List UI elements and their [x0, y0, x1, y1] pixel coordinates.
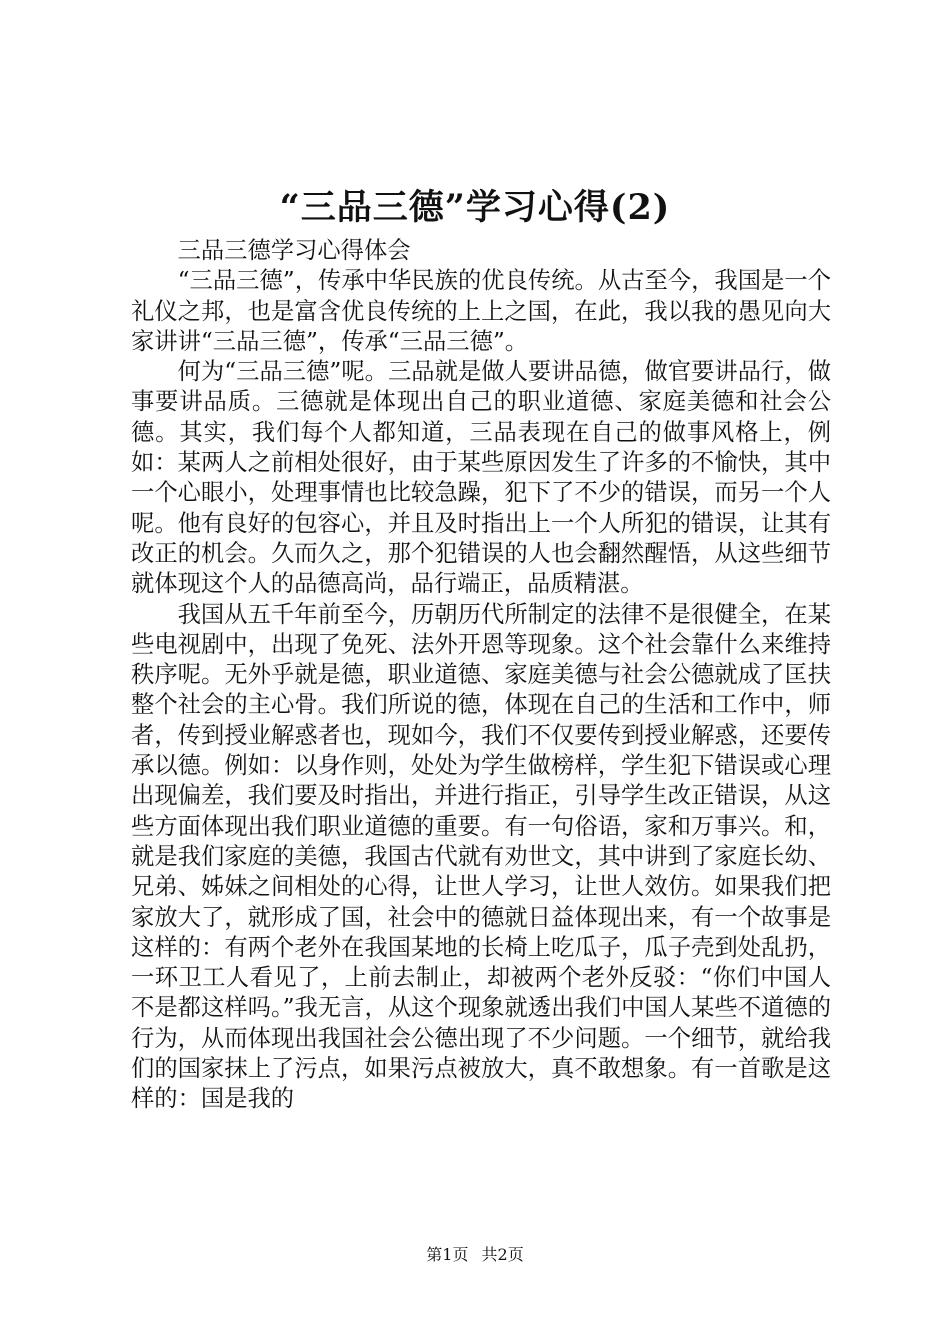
- document-title: “三品三德”学习心得(2): [279, 187, 671, 228]
- page-number-current: 第1页: [426, 1245, 469, 1264]
- document-body: [131, 236, 831, 1115]
- paragraph-society: 我国从五千年前至今，历朝历代所制定的法律不是很健全，在某些电视剧中，出现了免死、法外开恩等现象。这个社会靠什么来维持秩序呢。无外乎就是德，职业道德、家庭美德与社会公德就成了匡扶整个社会的主心骨。我们所说的德，体现在自己的生活和工作中，师者，传到授业解惑者也，现如今，我们不仅要传到授业解惑，还要传承以德。例如：以身作则，处处为学生做榜样，学生犯下错误或心理出现偏差，我们要及时指出，并进行指正，引导学生改正错误，从这些方面体现出我们职业道德的重要。有一句俗语，家和万事兴。和，就是我们家庭的美德，我国古代就有劝世文，其中讲到了家庭长幼、兄弟、姊妹之间相处的心得，让世人学习，让世人效仿。如果我们把家放大了，就形成了国，社会中的德就日益体现出来，有一个故事是这样的：有两个老外在我国某地的长椅上吃瓜子，瓜子壳到处乱扔，一环卫工人看见了，上前去制止，却被两个老外反驳：“你们中国人不是都这样吗。”我无言，从这个现象就透出我们中国人某些不道德的行为，从而体现出我国社会公德出现了不少问题。一个细节，就给我们的国家抹上了污点，如果污点被放大，真不敢想象。有一首歌是这样的：国是我的: [131, 600, 831, 1113]
- document-subtitle: 三品三德学习心得体会: [177, 237, 411, 264]
- paragraph-definition: 何为“三品三德”呢。三品就是做人要讲品德，做官要讲品行，做事要讲品质。三德就是体现出自己的职业道德、家庭美德和社会公德。其实，我们每个人都知道，三品表现在自己的做事风格上，例如：某两人之前相处很好，由于某些原因发生了许多的不愉快，其中一个心眼小，处理事情也比较急躁，犯下了不少的错误，而另一个人呢。他有良好的包容心，并且及时指出上一个人所犯的错误，让其有改正的机会。久而久之，那个犯错误的人也会翻然醒悟，从这些细节就体现这个人的品德高尚，品行端正，品质精湛。: [131, 358, 831, 598]
- page-footer: [0, 1245, 950, 1265]
- page-number-total: 共2页: [481, 1245, 524, 1264]
- paragraph-intro: “三品三德”，传承中华民族的优良传统。从古至今，我国是一个礼仪之邦，也是富含优良传统的上上之国，在此，我以我的愚见向大家讲讲“三品三德”，传承“三品三德”。: [131, 267, 831, 355]
